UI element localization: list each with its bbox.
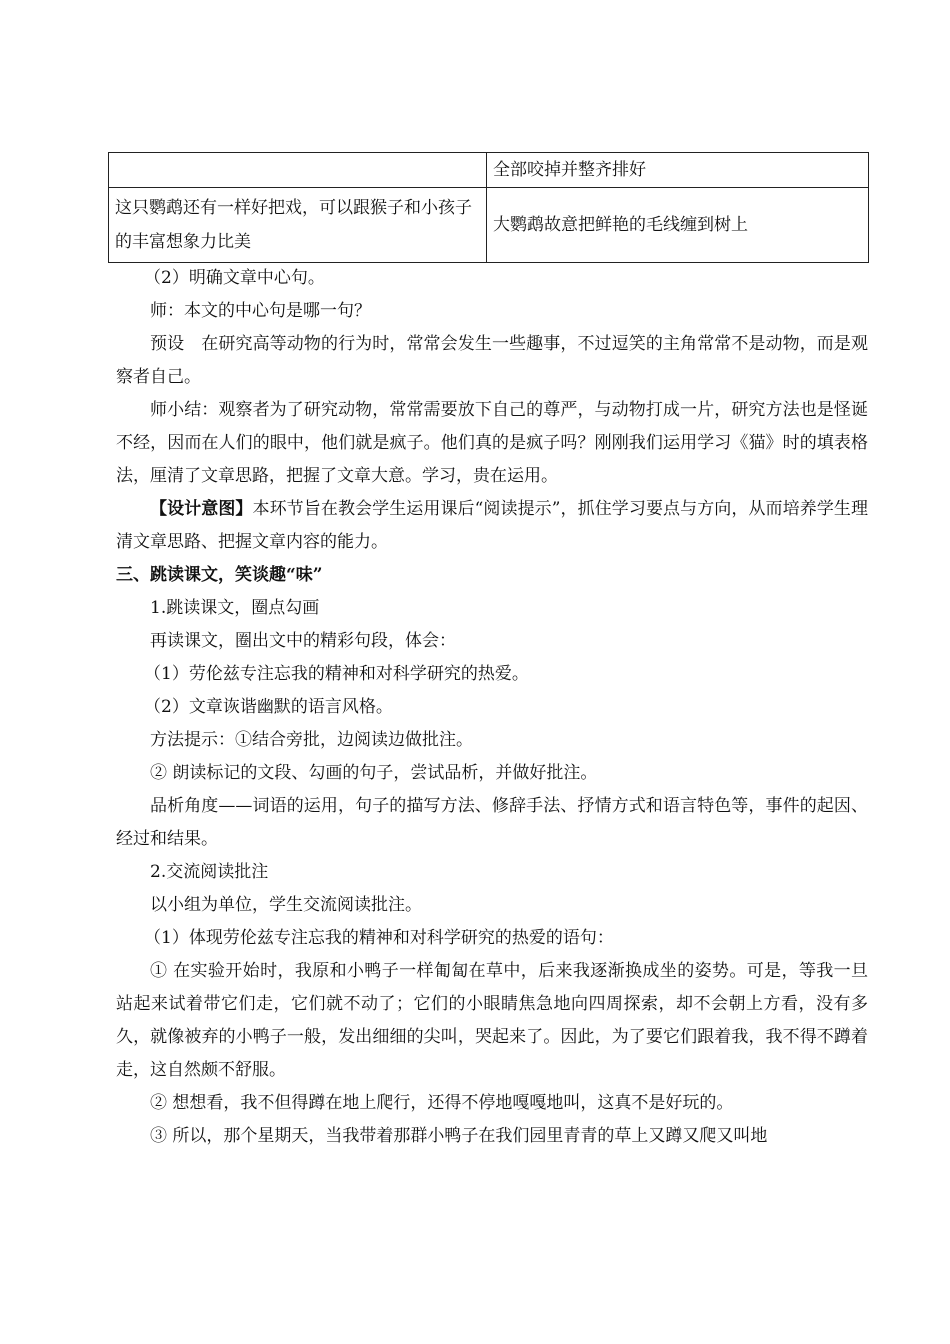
paragraph: 品析角度——词语的运用，句子的描写方法、修辞手法、抒情方式和语言特色等，事件的起因、经过和结果。 (116, 796, 868, 849)
paragraph: 再读课文，圈出文中的精彩句段，体会： (150, 631, 456, 651)
paragraph: （2）文章诙谐幽默的语言风格。 (144, 697, 393, 717)
paragraph: 方法提示：①结合旁批，边阅读边做批注。 (150, 730, 473, 750)
paragraph: 预设 在研究高等动物的行为时，常常会发生一些趣事，不过逗笑的主角常常不是动物，而是观察者自己。 (116, 334, 868, 387)
paragraph: ① 在实验开始时，我原和小鸭子一样匍匐在草中，后来我逐渐换成坐的姿势。可是，等我一旦站起来试着带它们走，它们就不动了；它们的小眼睛焦急地向四周探索，却不会朝上方看，没有多久，就像被弃的小鸭子一般，发出细细的尖叫，哭起来了。因此，为了要它们跟着我，我不得不蹲着走，这自然颇不舒服。 (116, 961, 868, 1080)
content-table (108, 152, 869, 263)
section-heading: 三、跳读课文，笑谈趣“味” (116, 565, 323, 585)
paragraph: ② 朗读标记的文段、勾画的句子，尝试品析，并做好批注。 (150, 763, 598, 783)
table-cell: 大鹦鹉故意把鲜艳的毛线缠到树上 (487, 188, 869, 263)
design-intent-text: 本环节旨在教会学生运用课后“阅读提示”，抓住学习要点与方向，从而培养学生理清文章思路、把握文章内容的能力。 (116, 499, 868, 552)
design-intent-label: 【设计意图】 (150, 499, 253, 519)
paragraph: 以小组为单位，学生交流阅读批注。 (150, 895, 422, 915)
paragraph: 师小结：观察者为了研究动物，常常需要放下自己的尊严，与动物打成一片，研究方法也是怪诞不经，因而在人们的眼中，他们就是疯子。他们真的是疯子吗？刚刚我们运用学习《猫》时的填表格法，厘清了文章思路，把握了文章大意。学习，贵在运用。 (116, 400, 868, 486)
design-intent-paragraph (116, 493, 868, 559)
paragraph: （1）劳伦兹专注忘我的精神和对科学研究的热爱。 (144, 664, 529, 684)
paragraph: （1）体现劳伦兹专注忘我的精神和对科学研究的热爱的语句： (144, 928, 614, 948)
table-row (109, 188, 869, 263)
paragraph: （2）明确文章中心句。 (144, 268, 325, 288)
table-row (109, 153, 869, 188)
table-cell: 全部咬掉并整齐排好 (487, 153, 869, 188)
paragraph: ② 想想看，我不但得蹲在地上爬行，还得不停地嘎嘎地叫，这真不是好玩的。 (150, 1093, 734, 1113)
table-cell: 这只鹦鹉还有一样好把戏，可以跟猴子和小孩子的丰富想象力比美 (109, 188, 487, 263)
table-cell (109, 153, 487, 188)
paragraph: ③ 所以，那个星期天，当我带着那群小鸭子在我们园里青青的草上又蹲又爬又叫地 (150, 1126, 768, 1146)
subheading: 2.交流阅读批注 (150, 862, 269, 882)
paragraph: 师：本文的中心句是哪一句？ (150, 301, 371, 321)
body-text (116, 262, 868, 1153)
subheading: 1.跳读课文，圈点勾画 (150, 598, 320, 618)
